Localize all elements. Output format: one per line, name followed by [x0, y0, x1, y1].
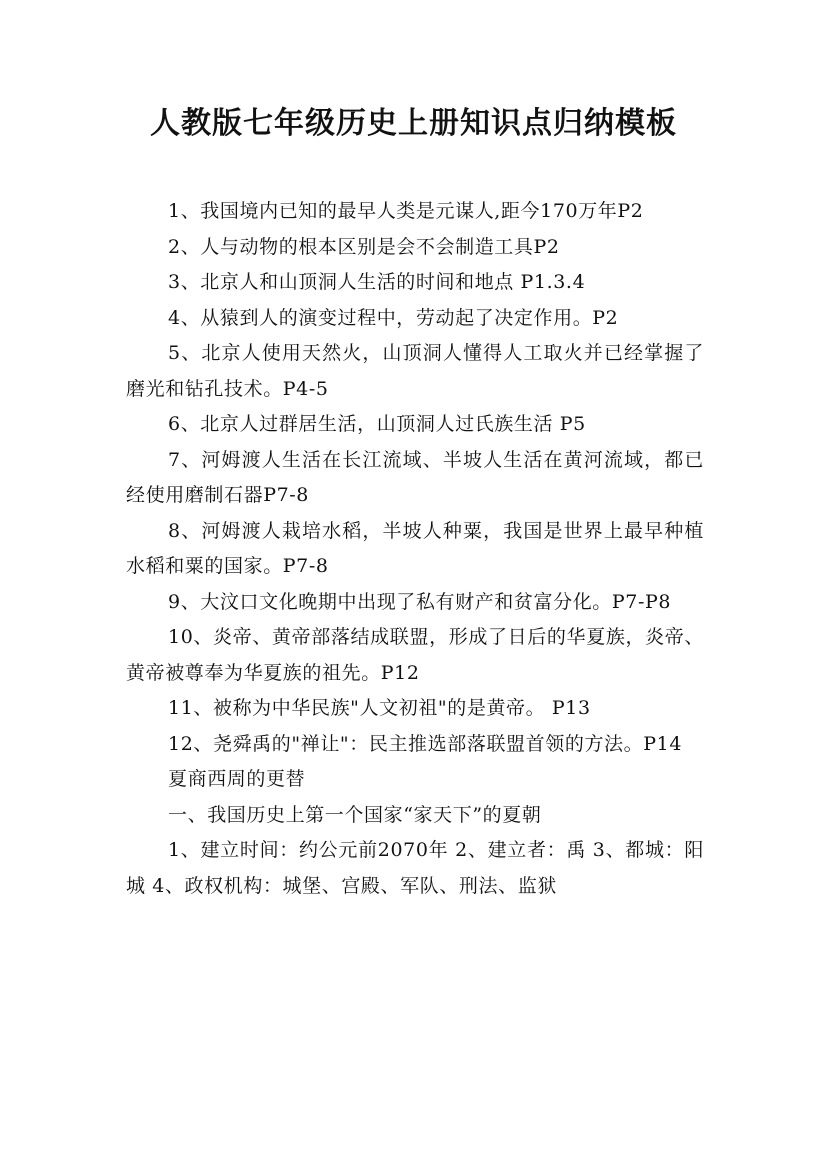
paragraph-2: 2、人与动物的根本区别是会不会制造工具P2	[168, 235, 560, 258]
subsection-heading: 一、我国历史上第一个国家“家天下”的夏朝	[168, 803, 542, 826]
document-title: 人教版七年级历史上册知识点归纳模板	[150, 106, 677, 141]
paragraph-5: 5、北京人使用天然火，山顶洞人懂得人工取火并已经掌握了磨光和钻孔技术。P4-5	[126, 342, 704, 400]
paragraph-11: 11、被称为中华民族"人文初祖"的是黄帝。 P13	[168, 697, 591, 719]
paragraph-1: 1、我国境内已知的最早人类是元谋人,距今170万年P2	[168, 200, 644, 222]
document-body	[126, 194, 704, 904]
paragraph-8: 8、河姆渡人栽培水稻，半坡人种粟，我国是世界上最早种植水稻和粟的国家。P7-8	[126, 519, 704, 577]
paragraph-12: 12、尧舜禹的"禅让"：民主推选部落联盟首领的方法。P14	[168, 732, 683, 755]
paragraph-7: 7、河姆渡人生活在长江流域、半坡人生活在黄河流域，都已经使用磨制石器P7-8	[126, 448, 704, 506]
section-heading: 夏商西周的更替	[168, 768, 306, 790]
paragraph-xia-facts: 1、建立时间：约公元前2070年 2、建立者：禹 3、都城：阳城 4、政权机构：城堡、宫殿、军队、刑法、监狱	[126, 839, 704, 897]
paragraph-6: 6、北京人过群居生活，山顶洞人过氏族生活 P5	[168, 413, 586, 435]
paragraph-9: 9、大汶口文化晚期中出现了私有财产和贫富分化。P7-P8	[168, 590, 672, 613]
paragraph-3: 3、北京人和山顶洞人生活的时间和地点 P1.3.4	[168, 271, 586, 293]
paragraph-4: 4、从猿到人的演变过程中，劳动起了决定作用。P2	[168, 306, 619, 329]
paragraph-10: 10、炎帝、黄帝部落结成联盟，形成了日后的华夏族，炎帝、黄帝被尊奉为华夏族的祖先。P12	[126, 626, 704, 684]
